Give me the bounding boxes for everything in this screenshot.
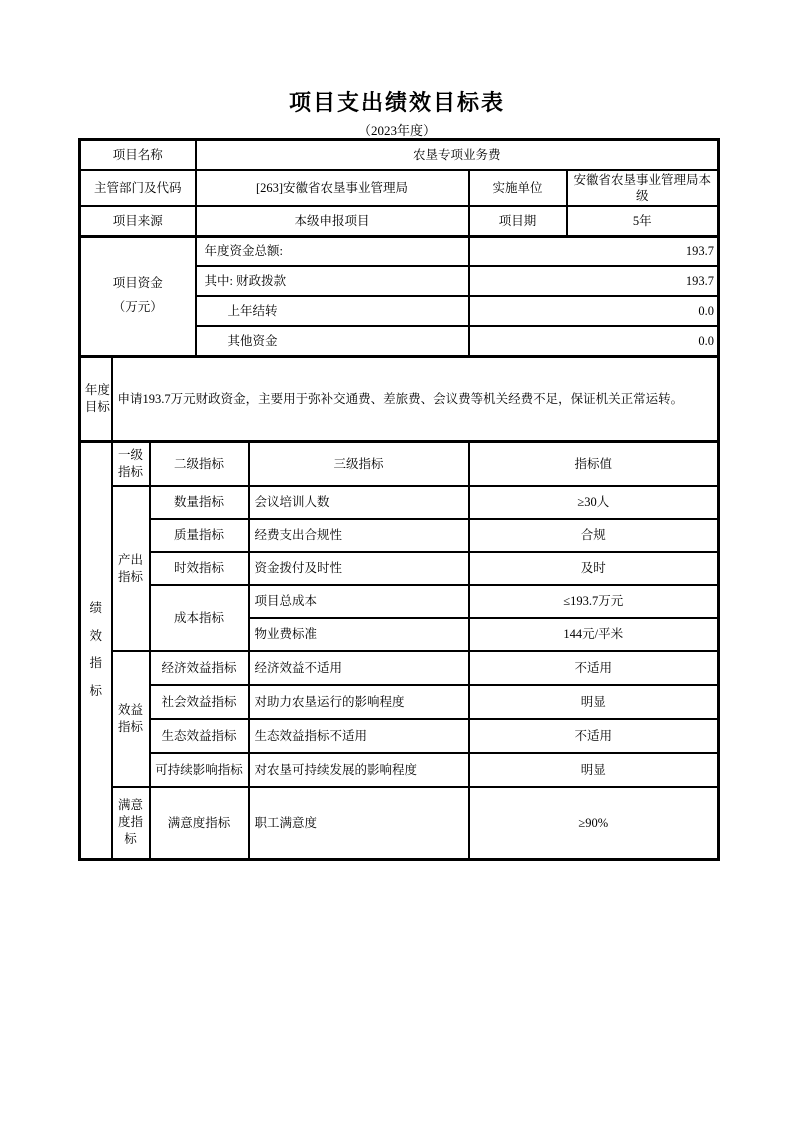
level3-social-benefit: 对助力农垦运行的影响程度 — [249, 685, 469, 719]
funding-fiscal-value: 193.7 — [469, 266, 719, 296]
level1-benefit-indicators — [112, 651, 150, 787]
annual-goal-label-text: 年度目标 — [84, 382, 110, 414]
level3-training-headcount: 会议培训人数 — [249, 486, 469, 519]
funding-total-label: 年度资金总额: — [196, 236, 469, 266]
level2-economic-benefit: 经济效益指标 — [150, 651, 249, 685]
header-level1-indicator-text: 一级指标 — [117, 447, 143, 479]
level2-quantity-indicator: 数量指标 — [150, 486, 249, 519]
value-expense-compliance: 合规 — [469, 519, 719, 552]
level3-expense-compliance: 经费支出合规性 — [249, 519, 469, 552]
value-sustainability-impact: 明显 — [469, 753, 719, 787]
funding-other-value: 0.0 — [469, 326, 719, 356]
project-source-value: 本级申报项目 — [196, 206, 469, 236]
annual-goal-content: 申请193.7万元财政资金，主要用于弥补交通费、差旅费、会议费等机关经费不足，保证机关正常运转。 — [112, 356, 719, 441]
impl-unit-label: 实施单位 — [469, 170, 567, 207]
project-name-label: 项目名称 — [80, 140, 196, 170]
impl-unit-value: 安徽省农垦事业管理局本级 — [567, 170, 719, 207]
level3-sustainability-impact: 对农垦可持续发展的影响程度 — [249, 753, 469, 787]
level3-total-project-cost: 项目总成本 — [249, 585, 469, 618]
funding-carryover-value: 0.0 — [469, 296, 719, 326]
value-training-headcount: ≥30人 — [469, 486, 719, 519]
project-source-label: 项目来源 — [80, 206, 196, 236]
value-ecological-benefit: 不适用 — [469, 719, 719, 753]
value-social-benefit: 明显 — [469, 685, 719, 719]
header-level3-indicator: 三级指标 — [249, 441, 469, 486]
header-level2-indicator: 二级指标 — [150, 441, 249, 486]
value-total-project-cost: ≤193.7万元 — [469, 585, 719, 618]
header-level1-indicator — [112, 441, 150, 486]
funding-carryover-label: 上年结转 — [196, 296, 469, 326]
level3-staff-satisfaction: 职工满意度 — [249, 787, 469, 859]
level3-fund-disbursement: 资金拨付及时性 — [249, 552, 469, 585]
level2-sustainability-impact: 可持续影响指标 — [150, 753, 249, 787]
level1-output-indicators — [112, 486, 150, 651]
funding-section-label-text: 项目资金（万元） — [112, 276, 163, 314]
funding-total-value: 193.7 — [469, 236, 719, 266]
level2-social-benefit: 社会效益指标 — [150, 685, 249, 719]
dept-code-label: 主管部门及代码 — [80, 170, 196, 207]
level2-timeliness-indicator: 时效指标 — [150, 552, 249, 585]
perf-indicators-side-label-text: 绩效指标 — [89, 601, 102, 698]
value-staff-satisfaction: ≥90% — [469, 787, 719, 859]
level3-economic-benefit: 经济效益不适用 — [249, 651, 469, 685]
funding-section-label — [80, 236, 196, 356]
project-period-value: 5年 — [567, 206, 719, 236]
dept-code-value: [263]安徽省农垦事业管理局 — [196, 170, 469, 207]
level3-property-fee-standard: 物业费标准 — [249, 618, 469, 651]
level2-satisfaction-indicator: 满意度指标 — [150, 787, 249, 859]
header-indicator-value: 指标值 — [469, 441, 719, 486]
annual-goal-label — [80, 356, 112, 441]
level1-output-indicators-text: 产出指标 — [117, 552, 143, 584]
document-subtitle: （2023年度） — [357, 123, 436, 138]
performance-target-table — [78, 138, 720, 861]
funding-other-label: 其他资金 — [196, 326, 469, 356]
project-period-label: 项目期 — [469, 206, 567, 236]
value-fund-disbursement: 及时 — [469, 552, 719, 585]
funding-fiscal-label: 其中: 财政拨款 — [196, 266, 469, 296]
level1-satisfaction-indicators-text: 满意度指标 — [117, 798, 143, 847]
level1-satisfaction-indicators — [112, 787, 150, 859]
level2-quality-indicator: 质量指标 — [150, 519, 249, 552]
document-title: 项目支出绩效目标表 — [288, 90, 505, 115]
perf-indicators-side-label — [80, 441, 112, 859]
value-economic-benefit: 不适用 — [469, 651, 719, 685]
level2-ecological-benefit: 生态效益指标 — [150, 719, 249, 753]
value-property-fee-standard: 144元/平米 — [469, 618, 719, 651]
project-name-value: 农垦专项业务费 — [196, 140, 719, 170]
level3-ecological-benefit: 生态效益指标不适用 — [249, 719, 469, 753]
level1-benefit-indicators-text: 效益指标 — [117, 703, 143, 734]
level2-cost-indicator: 成本指标 — [150, 585, 249, 651]
